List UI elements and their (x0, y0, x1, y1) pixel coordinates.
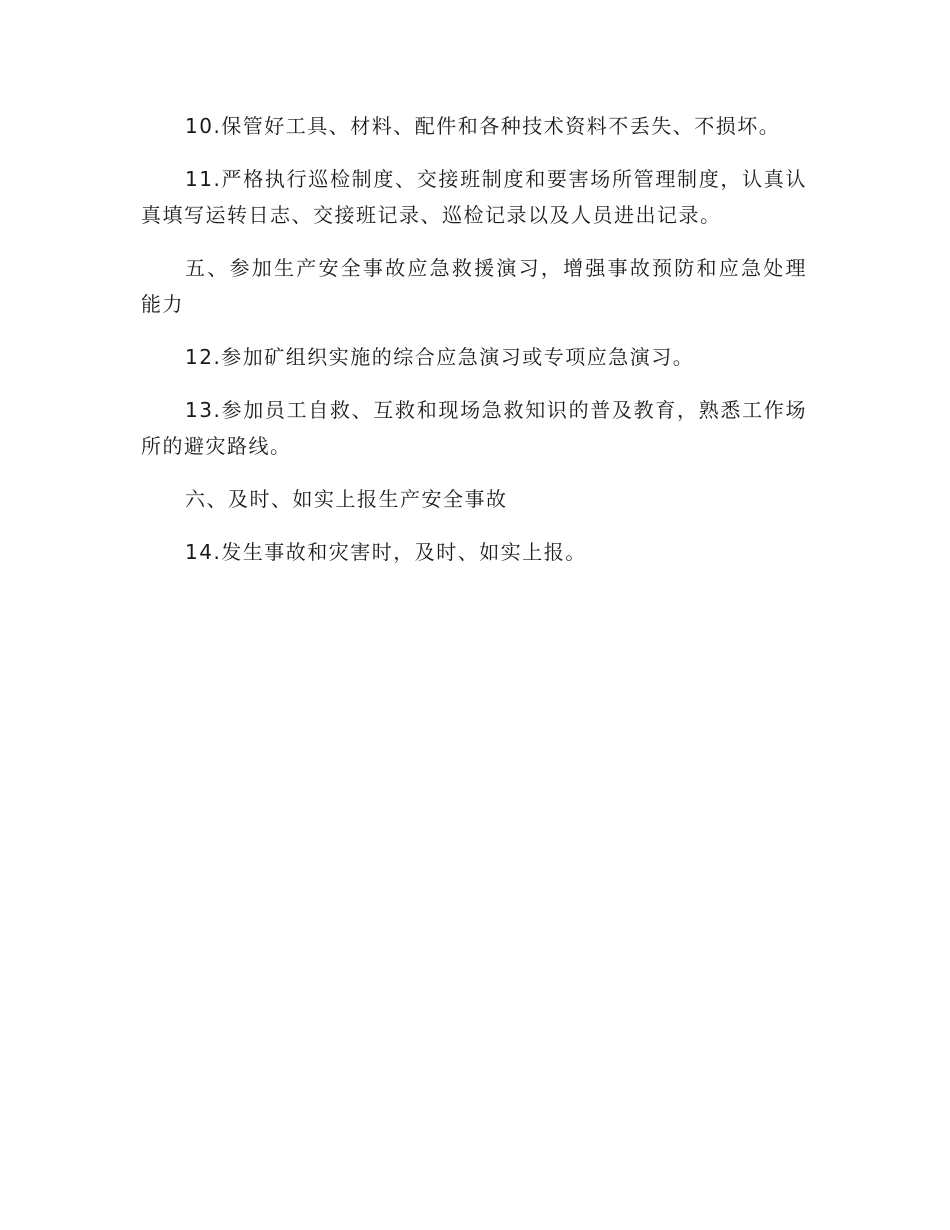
paragraph-item-10: 10.保管好工具、材料、配件和各种技术资料不丢失、不损坏。 (185, 114, 781, 138)
section-heading-6: 六、及时、如实上报生产安全事故 (185, 487, 508, 511)
document-body (141, 108, 807, 587)
paragraph-item-13: 13.参加员工自救、互救和现场急救知识的普及教育，熟悉工作场所的避灾路线。 (141, 398, 807, 458)
paragraph-item-11: 11.严格执行巡检制度、交接班制度和要害场所管理制度，认真认真填写运转日志、交接班记录、巡检记录以及人员进出记录。 (141, 167, 807, 227)
section-heading-5: 五、参加生产安全事故应急救援演习，增强事故预防和应急处理能力 (141, 256, 807, 316)
paragraph-item-12: 12.参加矿组织实施的综合应急演习或专项应急演习。 (185, 345, 695, 369)
paragraph-item-14: 14.发生事故和灾害时，及时、如实上报。 (185, 540, 587, 564)
